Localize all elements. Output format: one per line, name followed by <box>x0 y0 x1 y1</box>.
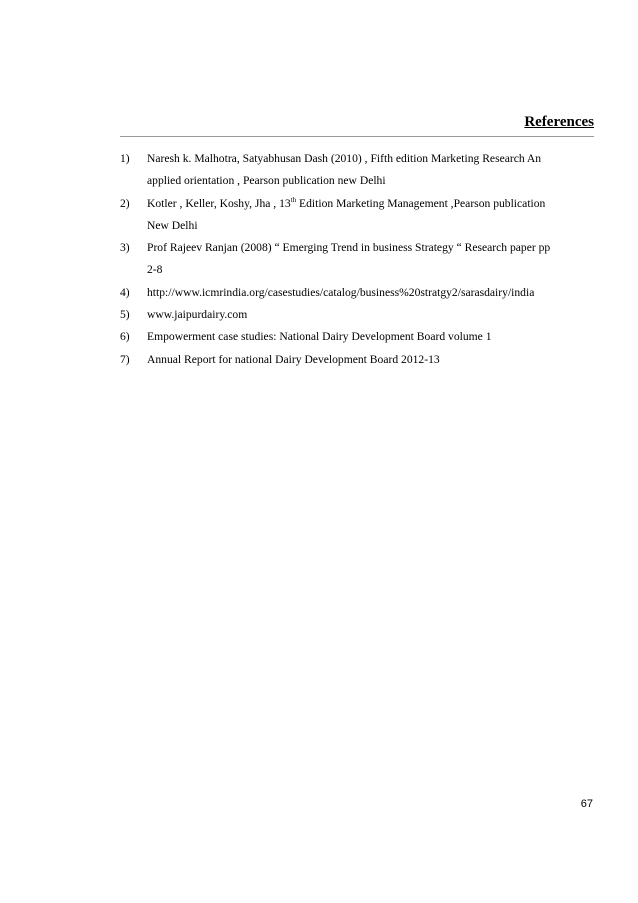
reference-line: Prof Rajeev Ranjan (2008) “ Emerging Trend in business Strategy “ Research paper pp <box>147 241 551 255</box>
reference-item <box>120 282 596 304</box>
reference-line: 2-8 <box>147 263 163 277</box>
reference-text <box>147 326 492 348</box>
reference-number: 1) <box>120 152 130 165</box>
reference-text <box>147 237 550 282</box>
reference-link[interactable]: http://www.icmrindia.org/casestudies/catalog/business%20stratgy2/sarasdairy/india <box>147 285 535 299</box>
reference-item <box>120 349 596 371</box>
reference-item <box>120 237 596 282</box>
reference-number: 4) <box>120 285 130 299</box>
reference-line <box>147 193 545 215</box>
reference-line: New Delhi <box>147 218 198 232</box>
reference-number: 6) <box>120 330 130 344</box>
page-number: 67 <box>580 798 593 810</box>
reference-superscript: th <box>290 195 297 204</box>
reference-number: 3) <box>120 241 130 255</box>
reference-number: 5) <box>120 308 130 322</box>
reference-line: Empowerment case studies: National Dairy Development Board volume 1 <box>147 330 492 344</box>
reference-link[interactable]: www.jaipurdairy.com <box>147 308 248 322</box>
reference-number: 2) <box>120 196 130 210</box>
reference-item <box>120 326 596 348</box>
reference-text <box>147 349 440 371</box>
reference-item <box>120 148 596 193</box>
page-heading: References <box>524 114 594 130</box>
reference-list <box>120 148 596 371</box>
reference-item <box>120 304 596 326</box>
reference-line: Annual Report for national Dairy Development Board 2012-13 <box>147 352 440 366</box>
reference-text <box>147 148 541 193</box>
reference-item <box>120 193 596 238</box>
reference-text <box>147 282 534 304</box>
reference-number: 7) <box>120 352 130 366</box>
reference-line: Naresh k. Malhotra, Satyabhusan Dash (2010) , Fifth edition Marketing Research An <box>147 152 542 165</box>
reference-text <box>147 304 247 326</box>
reference-line: applied orientation , Pearson publication new Delhi <box>147 174 386 188</box>
heading-rule <box>120 136 594 137</box>
reference-text-part: Edition Marketing Management ,Pearson publication <box>296 196 546 210</box>
reference-text-part: Kotler , Keller, Koshy, Jha , 13 <box>147 196 291 210</box>
reference-text <box>147 193 545 238</box>
